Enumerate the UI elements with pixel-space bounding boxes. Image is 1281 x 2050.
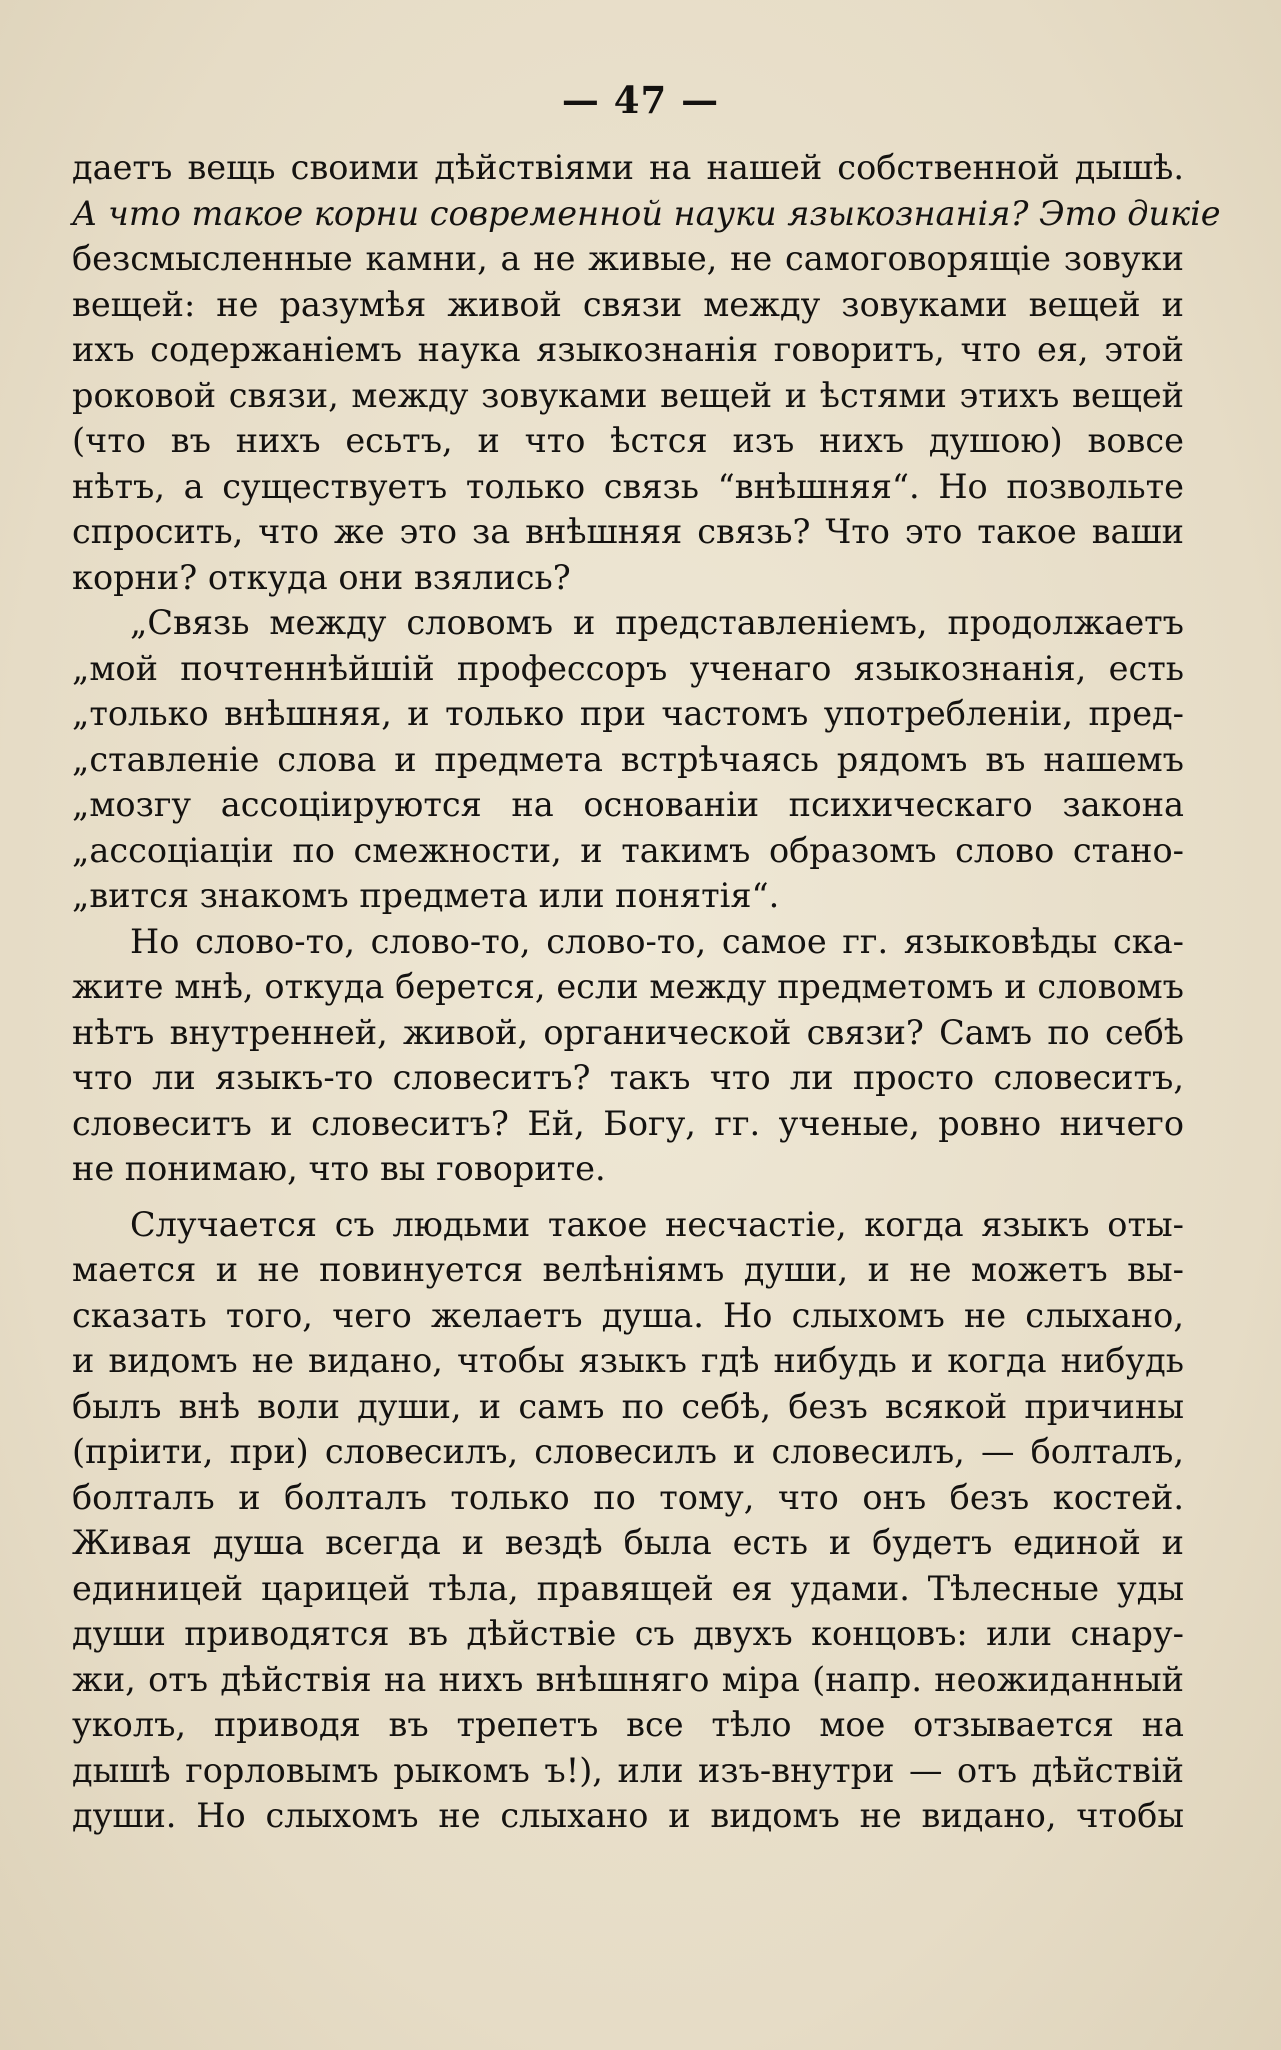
text-line: дышѣ горловымъ рыкомъ ъ!), или изъ-внутри — отъ дѣйствій (72, 1750, 1184, 1790)
text-line: „мой почтеннѣйшій профессоръ ученаго языкознанія, есть (72, 648, 1184, 688)
text-body (72, 145, 1221, 1839)
page-number: — 47 — (561, 78, 720, 122)
text-line: ихъ содержаніемъ наука языкознанія говоритъ, что ея, этой (72, 330, 1184, 369)
paragraph-1 (72, 145, 1221, 600)
paragraph-4 (72, 1202, 1184, 1839)
text-line: Но слово-то, слово-то, слово-то, самое гг. языковѣды ска- (130, 921, 1184, 961)
text-line: сказать того, чего желаетъ душа. Но слыхомъ не слыхано, (72, 1295, 1184, 1335)
text-line: уколъ, приводя въ трепетъ все тѣло мое отзывается на (72, 1705, 1184, 1744)
text-line: не понимаю, что вы говорите. (72, 1149, 606, 1188)
paragraph-gap (72, 1192, 1184, 1202)
text-line: жите мнѣ, откуда берется, если между предметомъ и словомъ (72, 967, 1184, 1006)
text-line: (пріити, при) словесилъ, словесилъ и словесилъ, — болталъ, (72, 1432, 1184, 1471)
italic-text: А что такое корни современной науки языкознанія? Это дикіе (72, 193, 1221, 233)
text-line: Живая душа всегда и вездѣ была есть и будетъ единой и (72, 1523, 1184, 1562)
text-line: корни? откуда они взялись? (72, 557, 571, 597)
text-line: „только внѣшняя, и только при частомъ употребленіи, пред- (72, 694, 1184, 733)
text-line: нѣтъ внутренней, живой, органической связи? Самъ по себѣ (72, 1012, 1184, 1052)
text-line: даетъ вещь своими дѣйствіями на нашей собственной дышѣ. (72, 148, 1184, 187)
text-line: „мозгу ассоціируются на основаніи психическаго закона (72, 785, 1184, 824)
text-line: мается и не повинуется велѣніямъ души, и не можетъ вы- (72, 1250, 1184, 1289)
text-line: „ставленіе слова и предмета встрѣчаясь рядомъ въ нашемъ (72, 739, 1184, 779)
text-line: души. Но слыхомъ не слыхано и видомъ не видано, чтобы (72, 1796, 1184, 1835)
text-line: единицей царицей тѣла, правящей ея удами. Тѣлесные уды (72, 1568, 1184, 1608)
text-line-italic (72, 191, 1221, 237)
text-line: (что въ нихъ есьтъ, и что ѣстся изъ нихъ душою) вовсе (72, 421, 1184, 460)
text-line: Случается съ людьми такое несчастіе, когда языкъ оты- (130, 1204, 1184, 1244)
text-line: „ассоціаціи по смежности, и такимъ образомъ слово стано- (72, 830, 1184, 870)
text-line: и видомъ не видано, чтобы языкъ гдѣ нибудь и когда нибудь (72, 1341, 1184, 1380)
text-line: былъ внѣ воли души, и самъ по себѣ, безъ всякой причины (72, 1386, 1184, 1426)
text-line: что ли языкъ-то словеситъ? такъ что ли просто словеситъ, (72, 1058, 1184, 1097)
text-line: „вится знакомъ предмета или понятія“. (72, 876, 780, 915)
text-line: спросить, что же это за внѣшняя связь? Что это такое ваши (72, 512, 1184, 551)
text-line: словеситъ и словеситъ? Ей, Богу, гг. ученые, ровно ничего (72, 1103, 1184, 1143)
text-line: „Связь между словомъ и представленіемъ, продолжаетъ (130, 603, 1184, 642)
text-line: роковой связи, между зовуками вещей и ѣстями этихъ вещей (72, 375, 1184, 415)
text-line: вещей: не разумѣя живой связи между зовуками вещей и (72, 284, 1184, 324)
paragraph-3 (72, 919, 1184, 1192)
text-line: болталъ и болталъ только по тому, что онъ безъ костей. (72, 1477, 1184, 1517)
text-line: души приводятся въ дѣйствіе съ двухъ концовъ: или снару- (72, 1614, 1184, 1653)
text-line: нѣтъ, а существуетъ только связь “внѣшняя“. Но позвольте (72, 466, 1184, 506)
text-line: жи, отъ дѣйствія на нихъ внѣшняго міра (напр. неожиданный (72, 1659, 1184, 1699)
text-line: безсмысленные камни, а не живые, не самоговорящіе зовуки (72, 239, 1184, 278)
paragraph-2 (72, 600, 1184, 919)
